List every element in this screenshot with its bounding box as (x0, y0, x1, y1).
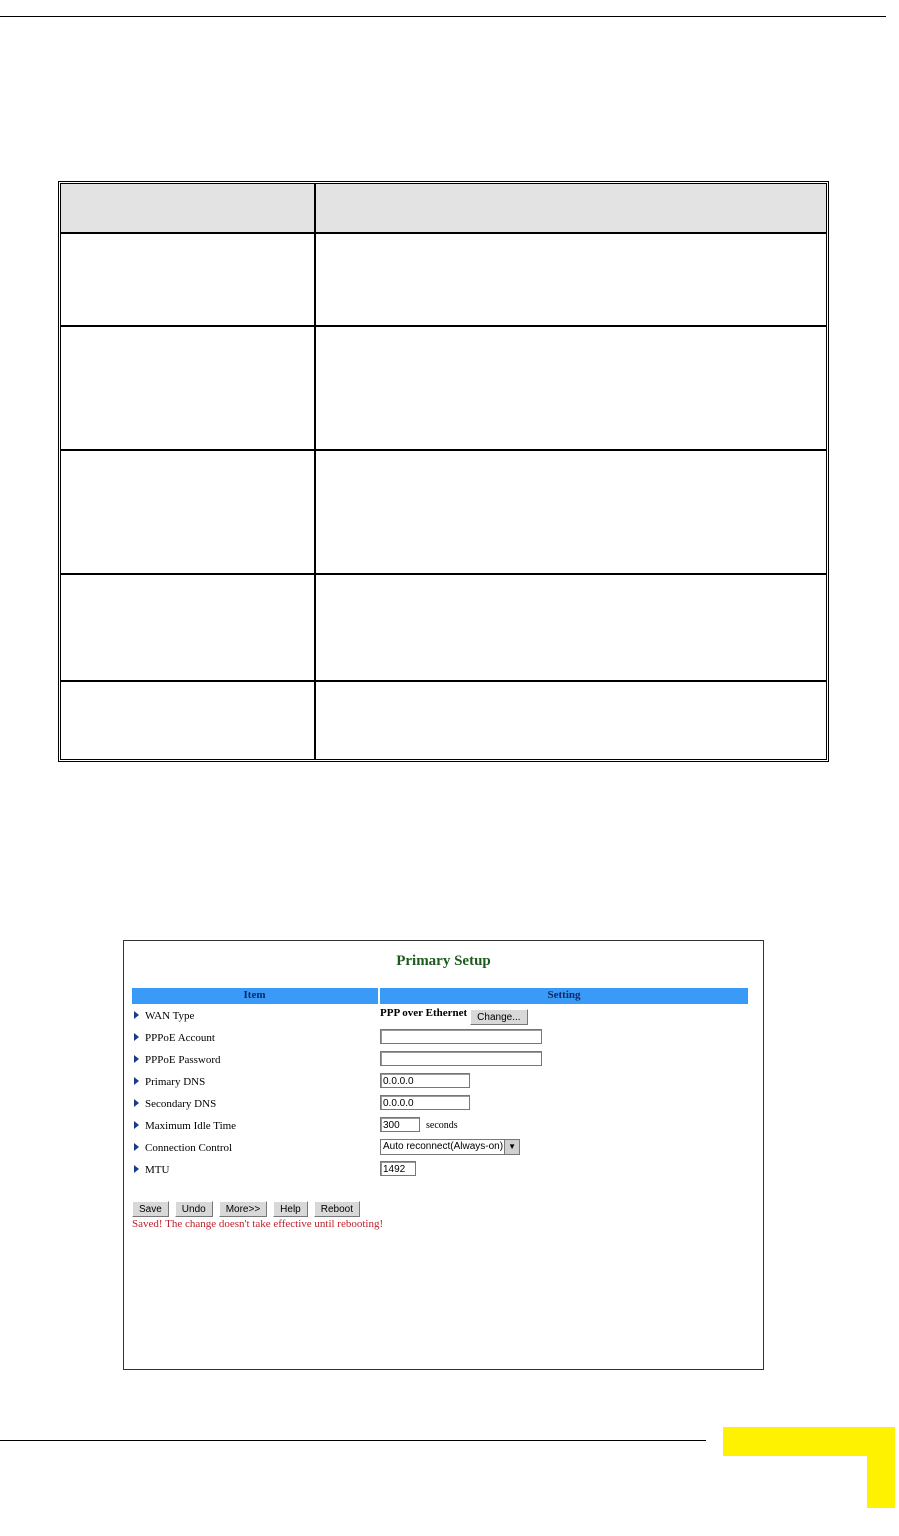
bullet-arrow-icon (134, 1099, 139, 1107)
row-secondary-dns (134, 1095, 744, 1115)
reboot-button[interactable]: Reboot (314, 1201, 360, 1217)
save-button[interactable]: Save (132, 1201, 169, 1217)
mtu-input[interactable]: 1492 (380, 1161, 416, 1176)
row-primary-dns (134, 1073, 744, 1093)
row-connection-control (134, 1139, 744, 1159)
yellow-corner-tab (723, 1427, 895, 1508)
primary-setup-screenshot (123, 940, 764, 1370)
row-pppoe-password (134, 1051, 744, 1071)
max-idle-time-label: Maximum Idle Time (145, 1120, 237, 1132)
page-title: Primary Setup (396, 953, 491, 969)
bullet-arrow-icon (134, 1077, 139, 1085)
more-button[interactable]: More>> (219, 1201, 267, 1217)
bullet-arrow-icon (134, 1143, 139, 1151)
primary-dns-label: Primary DNS (145, 1076, 206, 1088)
wan-type-value: PPP over Ethernet (380, 1007, 468, 1019)
bullet-arrow-icon (134, 1033, 139, 1041)
bullet-arrow-icon (134, 1055, 139, 1063)
bullet-arrow-icon (134, 1165, 139, 1173)
row-divider (61, 573, 826, 575)
max-idle-time-input[interactable]: 300 (380, 1117, 420, 1132)
change-button[interactable]: Change... (470, 1009, 527, 1025)
row-divider (61, 449, 826, 451)
secondary-dns-label: Secondary DNS (145, 1098, 217, 1110)
action-buttons (132, 1199, 362, 1217)
column-divider (314, 184, 316, 759)
pppoe-account-label: PPPoE Account (145, 1032, 215, 1044)
header-item: Item (243, 989, 266, 1001)
row-divider (61, 680, 826, 682)
primary-dns-input[interactable]: 0.0.0.0 (380, 1073, 470, 1088)
settings-table-header (132, 988, 748, 1004)
connection-control-select[interactable]: Auto reconnect(Always-on) ▼ (380, 1139, 520, 1155)
pppoe-password-label: PPPoE Password (145, 1054, 221, 1066)
chevron-down-icon: ▼ (504, 1140, 519, 1154)
row-divider (61, 325, 826, 327)
top-rule (0, 16, 886, 17)
header-setting: Setting (547, 989, 581, 1001)
connection-control-label: Connection Control (145, 1142, 233, 1154)
row-max-idle-time (134, 1117, 744, 1137)
pppoe-password-input[interactable] (380, 1051, 542, 1066)
description-table (58, 181, 829, 762)
bullet-arrow-icon (134, 1121, 139, 1129)
secondary-dns-input[interactable]: 0.0.0.0 (380, 1095, 470, 1110)
row-wan-type (134, 1007, 744, 1027)
table-header-row (61, 184, 826, 234)
pppoe-account-input[interactable] (380, 1029, 542, 1044)
help-button[interactable]: Help (273, 1201, 308, 1217)
status-message: Saved! The change doesn't take effective until rebooting! (132, 1218, 384, 1230)
seconds-unit: seconds (426, 1120, 458, 1131)
wan-type-label: WAN Type (145, 1010, 195, 1022)
row-mtu (134, 1161, 744, 1181)
undo-button[interactable]: Undo (175, 1201, 213, 1217)
mtu-label: MTU (145, 1164, 170, 1176)
bullet-arrow-icon (134, 1011, 139, 1019)
row-pppoe-account (134, 1029, 744, 1049)
bottom-rule (0, 1440, 706, 1441)
